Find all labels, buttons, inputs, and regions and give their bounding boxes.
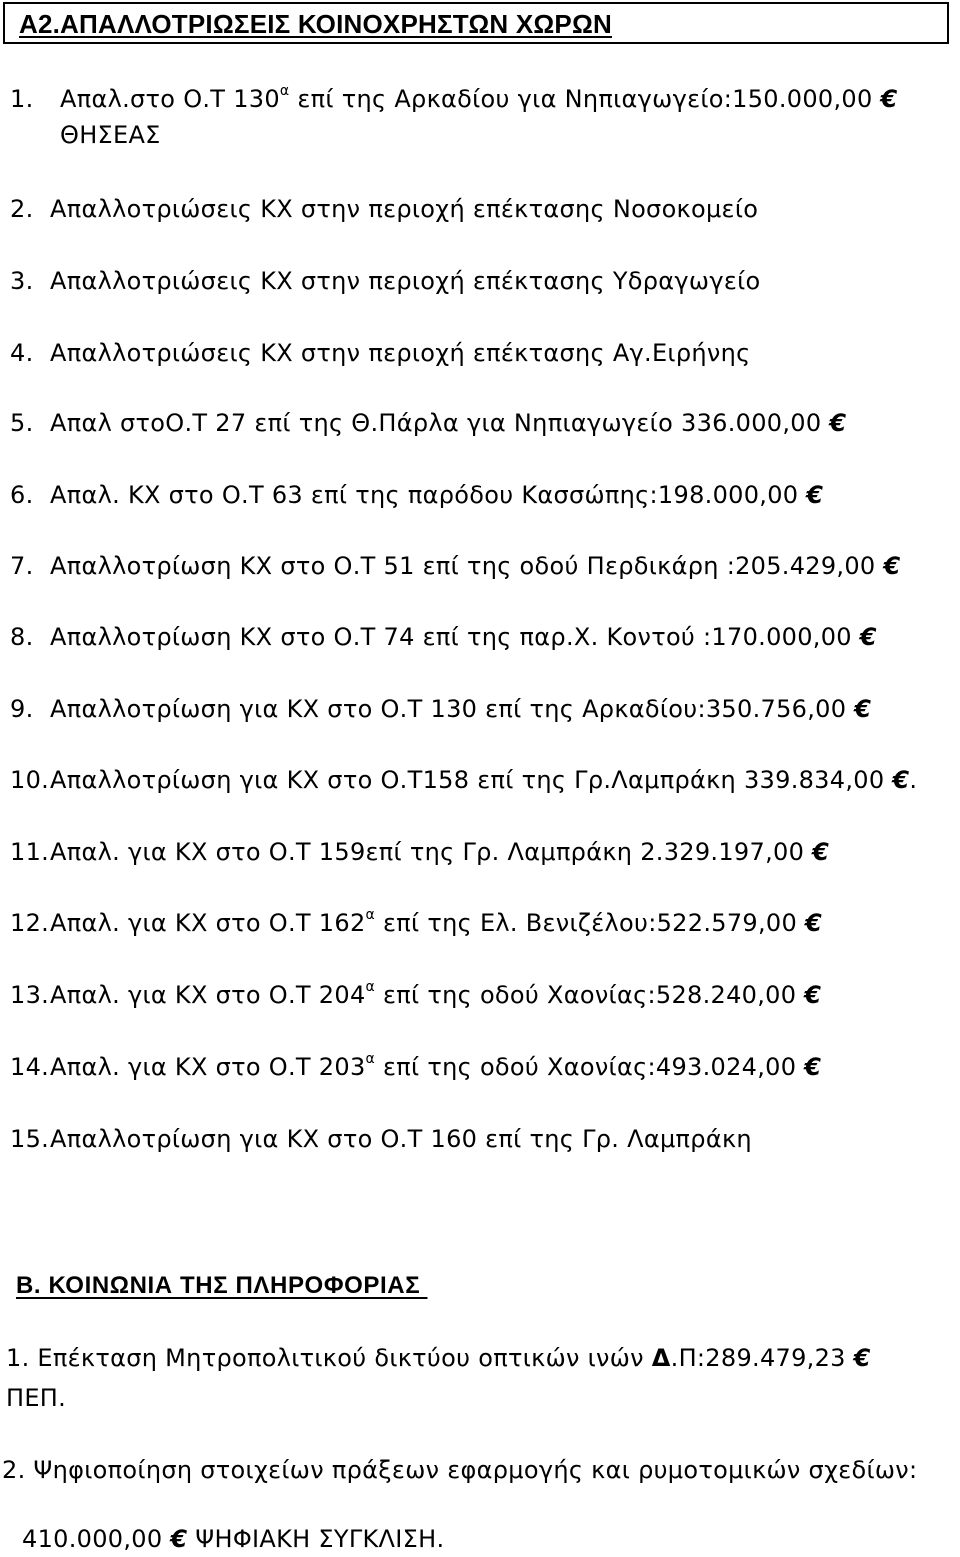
item-text: Απαλλοτρίωση για ΚΧ στο Ο.Τ 160 επί της Γρ. Λαμπράκη [50, 1125, 752, 1153]
section-b-title: Β. ΚΟΙΝΩΝΙΑ ΤΗΣ ΠΛΗΡΟΦΟΡΙΑΣ [16, 1272, 428, 1299]
section-b-item-2 [2, 1455, 917, 1485]
euro-icon: € [859, 623, 877, 651]
item-number: 4. [10, 339, 34, 367]
euro-icon: € [854, 695, 872, 723]
list-item-8 [10, 622, 877, 652]
item-number: 8. [10, 623, 34, 651]
euro-icon: € [804, 1053, 822, 1081]
list-item-1-continuation [60, 120, 161, 150]
superscript: α [279, 83, 290, 99]
list-item-1 [10, 84, 898, 114]
item-text: Απαλ. για ΚΧ στο Ο.Τ 162 [50, 909, 366, 937]
list-item-15 [10, 1124, 752, 1154]
item-text: Απαλ. για ΚΧ στο Ο.Τ 159επί της Γρ. Λαμπράκη 2.329.197,00 [50, 838, 805, 866]
delta-glyph: Δ [651, 1344, 671, 1372]
list-item-4 [10, 338, 751, 368]
item-number: 3. [10, 267, 34, 295]
list-item-10 [10, 765, 917, 795]
list-item-7 [10, 551, 900, 581]
list-item-11 [10, 837, 829, 867]
item-number: 2. [10, 195, 34, 223]
item-text: Απαλ. για ΚΧ στο Ο.Τ 203 [50, 1053, 366, 1081]
list-item-14 [10, 1052, 821, 1082]
list-item-5 [10, 408, 846, 438]
euro-icon: € [804, 909, 822, 937]
item-text: ΘΗΣΕΑΣ [60, 121, 161, 149]
item-text: Απαλ. για ΚΧ στο Ο.Τ 204 [50, 981, 366, 1009]
superscript: α [365, 907, 376, 923]
item-text: ΠΕΠ. [6, 1384, 67, 1412]
superscript: α [365, 1051, 376, 1067]
superscript: α [365, 979, 376, 995]
item-number: 9. [10, 695, 34, 723]
list-item-12 [10, 908, 822, 938]
euro-icon: € [804, 981, 822, 1009]
item-number: 14. [10, 1053, 50, 1081]
item-text: Απαλλοτριώσεις ΚΧ στην περιοχή επέκτασης Αγ.Ειρήνης [50, 339, 751, 367]
section-a-title-box [3, 2, 949, 44]
item-text-cont: επί της Αρκαδίου για Νηπιαγωγείο:150.000,00 [289, 85, 873, 113]
item-text: Απαλ.στο Ο.Τ 130 [60, 85, 280, 113]
item-text: Απαλ στοΟ.Τ 27 επί της Θ.Πάρλα για Νηπιαγωγείο 336.000,00 [50, 409, 822, 437]
item-text-cont: επί της Ελ. Βενιζέλου:522.579,00 [375, 909, 798, 937]
euro-icon: € [853, 1344, 871, 1372]
list-item-3 [10, 266, 761, 296]
item-text-cont: ΨΗΦΙΑΚΗ ΣΥΓΚΛΙΣΗ. [187, 1525, 445, 1553]
euro-icon: € [170, 1525, 188, 1553]
item-text-cont: επί της οδού Χαονίας:528.240,00 [375, 981, 797, 1009]
item-text: 410.000,00 [22, 1525, 163, 1553]
item-number: 6. [10, 481, 34, 509]
euro-icon: € [892, 766, 910, 794]
list-item-2 [10, 194, 758, 224]
item-number: 15. [10, 1125, 50, 1153]
list-item-6 [10, 480, 823, 510]
item-number: 7. [10, 552, 34, 580]
euro-icon: € [883, 552, 901, 580]
item-text: Απαλλοτρίωση για ΚΧ στο Ο.Τ158 επί της Γρ.Λαμπράκη 339.834,00 [50, 766, 885, 794]
item-number: 12. [10, 909, 50, 937]
item-text: 1. Επέκταση Μητροπολιτικού δικτύου οπτικών ινών [6, 1344, 652, 1372]
item-text: Απαλλοτριώσεις ΚΧ στην περιοχή επέκτασης Υδραγωγείο [50, 267, 761, 295]
item-text: 2. Ψηφιοποίηση στοιχείων πράξεων εφαρμογής και ρυμοτομικών σχεδίων: [2, 1456, 918, 1484]
item-tail: . [909, 766, 918, 794]
section-b-item-1-continuation [6, 1383, 66, 1413]
item-number: 10. [10, 766, 50, 794]
item-text: Απαλλοτρίωση για ΚΧ στο Ο.Τ 130 επί της Αρκαδίου:350.756,00 [50, 695, 847, 723]
euro-icon: € [812, 838, 830, 866]
list-item-13 [10, 980, 821, 1010]
item-text: Απαλλοτρίωση ΚΧ στο Ο.Τ 51 επί της οδού Περδικάρη :205.429,00 [50, 552, 876, 580]
item-number: 13. [10, 981, 50, 1009]
item-text: Απαλ. ΚΧ στο Ο.Τ 63 επί της παρόδου Κασσώπης:198.000,00 [50, 481, 799, 509]
section-b-item-2-continuation [22, 1524, 444, 1554]
list-item-9 [10, 694, 871, 724]
euro-icon: € [880, 85, 898, 113]
item-text: Απαλλοτριώσεις ΚΧ στην περιοχή επέκτασης Νοσοκομείο [50, 195, 759, 223]
euro-icon: € [806, 481, 824, 509]
euro-icon: € [829, 409, 847, 437]
item-text-cont: επί της οδού Χαονίας:493.024,00 [375, 1053, 797, 1081]
section-b-item-1 [6, 1343, 871, 1373]
item-number: 11. [10, 838, 50, 866]
section-a-title: Α2.ΑΠΑΛΛΟΤΡΙΩΣΕΙΣ ΚΟΙΝΟΧΡΗΣΤΩΝ ΧΩΡΩΝ [19, 9, 612, 39]
item-number: 1. [10, 85, 34, 113]
item-text: Απαλλοτρίωση ΚΧ στο Ο.Τ 74 επί της παρ.Χ. Κοντού :170.000,00 [50, 623, 852, 651]
item-text-cont: .Π:289.479,23 [670, 1344, 846, 1372]
item-number: 5. [10, 409, 34, 437]
